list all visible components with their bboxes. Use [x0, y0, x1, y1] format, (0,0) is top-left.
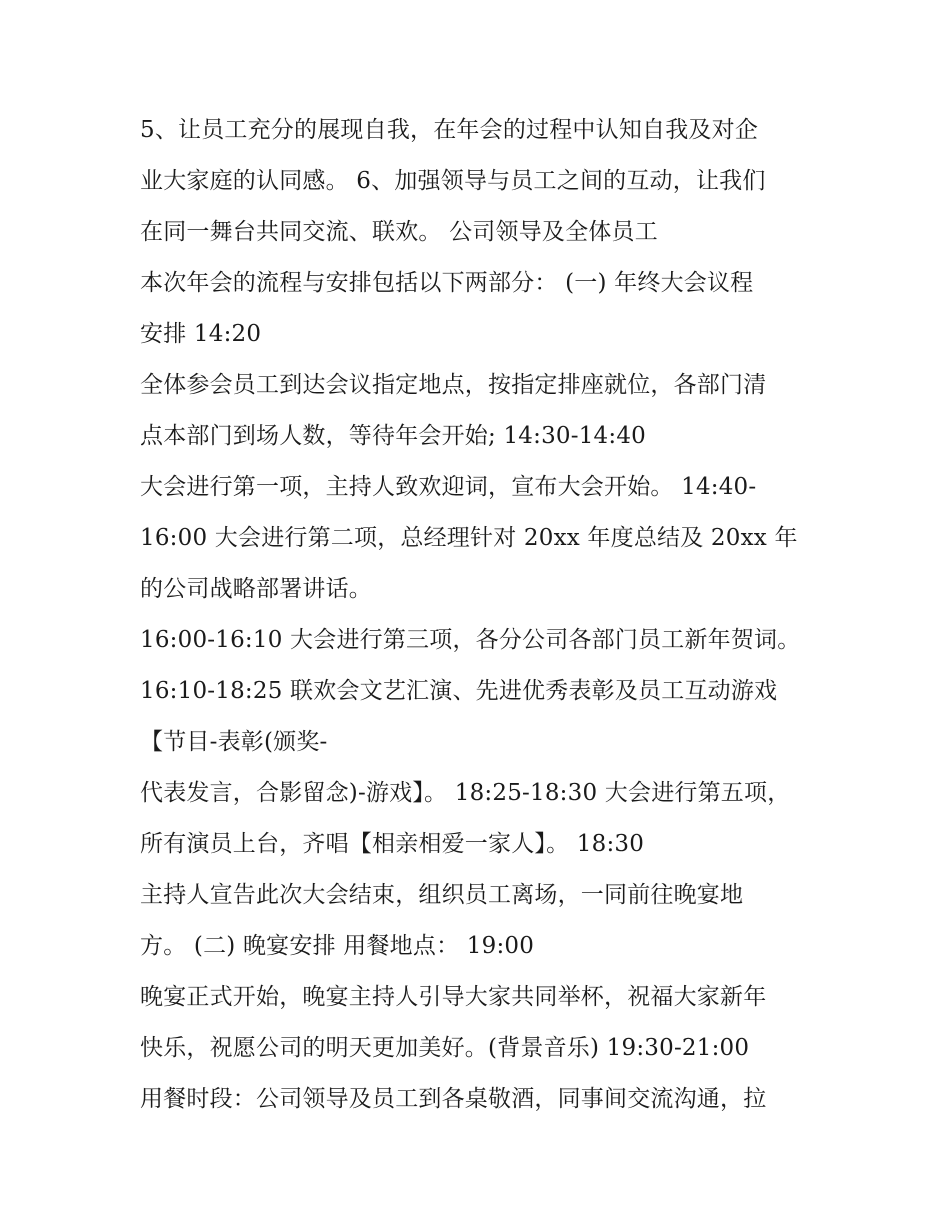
text-line: 【节目-表彰(颁奖-	[140, 729, 328, 755]
body-text	[140, 108, 830, 1128]
text-line: 大会进行第一项，主持人致欢迎词，宣布大会开始。 14:40-	[140, 474, 757, 500]
text-line: 主持人宣告此次大会结束，组织员工离场，一同前往晚宴地	[140, 882, 744, 908]
text-line: 16:00 大会进行第二项，总经理针对 20xx 年度总结及 20xx 年	[140, 525, 798, 551]
text-line: 所有演员上台，齐唱【相亲相爱一家人】。 18:30	[140, 831, 645, 857]
text-line: 的公司战略部署讲话。	[140, 576, 372, 602]
text-line: 方。 (二) 晚宴安排 用餐地点： 19:00	[140, 933, 535, 959]
text-line: 用餐时段：公司领导及员工到各桌敬酒，同事间交流沟通，拉	[140, 1086, 767, 1112]
text-line: 点本部门到场人数，等待年会开始; 14:30-14:40	[140, 423, 646, 449]
text-line: 16:10-18:25 联欢会文艺汇演、先进优秀表彰及员工互动游戏	[140, 678, 778, 704]
text-line: 全体参会员工到达会议指定地点，按指定排座就位，各部门清	[140, 372, 767, 398]
text-line: 5、让员工充分的展现自我，在年会的过程中认知自我及对企	[140, 117, 759, 143]
text-line: 16:00-16:10 大会进行第三项，各分公司各部门员工新年贺词。	[140, 627, 801, 653]
text-line: 代表发言，合影留念)-游戏】。 18:25-18:30 大会进行第五项，	[140, 780, 791, 806]
text-line: 安排 14:20	[140, 321, 262, 347]
text-line: 快乐，祝愿公司的明天更加美好。(背景音乐) 19:30-21:00	[140, 1035, 750, 1061]
text-line: 业大家庭的认同感。 6、加强领导与员工之间的互动，让我们	[140, 168, 766, 194]
text-line: 在同一舞台共同交流、联欢。 公司领导及全体员工	[140, 219, 658, 245]
text-line: 本次年会的流程与安排包括以下两部分： (一) 年终大会议程	[140, 270, 754, 296]
text-line: 晚宴正式开始，晚宴主持人引导大家共同举杯，祝福大家新年	[140, 984, 767, 1010]
